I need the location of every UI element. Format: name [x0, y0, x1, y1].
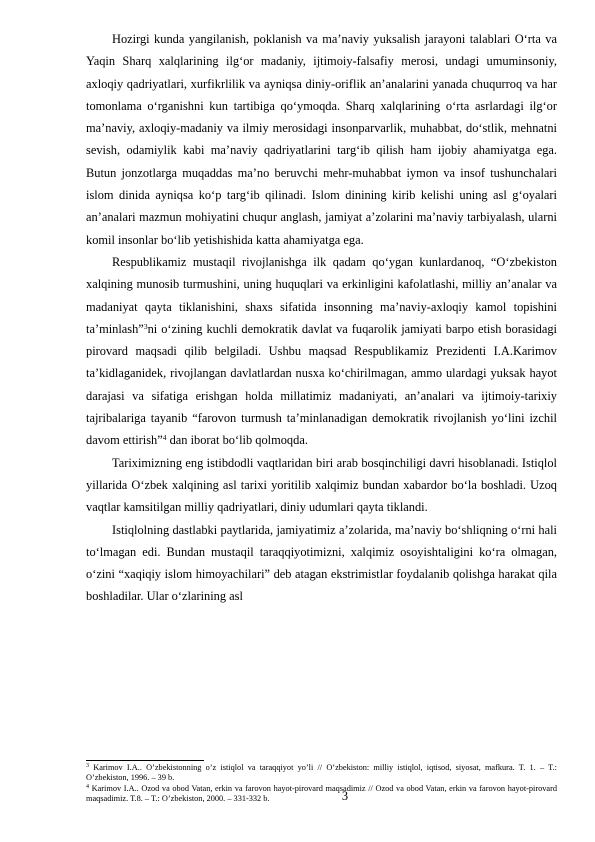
paragraph-3: Tariximizning eng istibdodli vaqtlaridan biri arab bosqinchiligi davri hisoblanadi. Istiqlol yillarida O‘zbek xalqining asl tarixi yoritilib xalqimiz bundan xabardor bo‘la boshladi. Uzoq vaqtlar kamsitilgan milliy qadriyatlari, diniy udumlari qayta tiklandi.: [86, 455, 557, 515]
footnote-3-number: 3: [86, 763, 89, 769]
page-number: 3: [341, 789, 349, 803]
paragraph-1: Hozirgi kunda yangilanish, poklanish va ma’naviy yuksalish jarayoni talablari O‘rta va Yaqin Sharq xalqlarining ilg‘or madaniy, ijtimoiy-falsafiy merosi, undagi umuminsoniy, axloqiy qadriyatlari, xurfikrlilik va ayniqsa diniy-oriflik an’analarini yanada chuqurroq va har tomonlama o‘rganishni kun tartibiga qo‘ymoqda. Sharq xalqlarining o‘rta asrlardagi ilg‘or ma’naviy, axloqiy-madaniy va ilmiy merosidagi insonparvarlik, muhabbat, do‘stlik, mehnatni sevish, odamiylik kabi ma’naviy qadriyatlarini targ‘ib qilish ham ijobiy ahamiyatga ega. Butun jonzotlarga muqaddas ma’no beruvchi mehr-muhabbat iymon va insof tushunchalari islom dinida ayniqsa ko‘p targ‘ib qilinadi. Islom dinining kirib kelishi uning asl g‘oyalari an’analari mazmun mohiyatini chuqur anglash, jamiyat a’zolarini ma’naviy tarbiyalash, ularni komil insonlar bo‘lib yetishishida katta ahamiyatga ega.: [86, 32, 557, 247]
paragraph-2-text-end: dan iborat bo‘lib qolmoqda.: [166, 433, 308, 448]
footnote-ref-3[interactable]: 3: [143, 321, 148, 331]
footnote-3: [86, 763, 557, 784]
footnote-3-text: Karimov I.A.. O’zbekistonning o’z istiqlol va taraqqiyot yo’li // O’zbekiston: milliy istiqlol, iqtisod, siyosat, mafkura. T. 1. – T.: O’zbekiston, 1996. – 39 b.: [86, 763, 557, 783]
footnote-separator: [86, 760, 204, 761]
footnote-4-text: Karimov I.A.. Ozod va obod Vatan, erkin va farovon hayot-pirovard maqsadimiz // Ozod va obod Vatan, erkin va farovon hayot-pirovard maqsadimiz. T.8. – T.: O’zbekiston, 2000. – 331-332 b.: [86, 783, 557, 804]
paragraph-2-text-middle: ni o‘zining kuchli demokratik davlat va fuqarolik jamiyati barpo etish borasidagi pirovard maqsadi qilib belgiladi. Ushbu maqsad Respublikamiz Prezidenti I.A.Karimov ta’kidlaganidek, rivojlangan davlatlardan nusxa ko‘chirilmagan, ammo ulardagi yuksak hayot darajasi va sifatiga erishgan holda millatimiz madaniyati, an’analari va ijtimoiy-tarixiy tajribalariga tayanib “farovon turmush ta’minlanadigan demokratik rivojlanish yo‘lini izchil davom ettirish”: [86, 321, 557, 448]
paragraph-4: Istiqlolning dastlabki paytlarida, jamiyatimiz a’zolarida, ma’naviy bo‘shliqning o‘rni hali to‘lmagan edi. Bundan mustaqil taraqqiyotimizni, xalqimiz osoyishtaligini ko‘ra olmagan, o‘zini “xaqiqiy islom himoyachilari” deb atagan ekstrimistlar foydalanib qolishga harakat qila boshladilar. Ular o‘zlarining asl: [86, 522, 557, 604]
footnote-4-number: 4: [86, 783, 89, 790]
main-text: [86, 28, 557, 608]
paragraph-2: [86, 251, 557, 452]
paragraph-2-text-start: Respublikamiz mustaqil rivojlanishga ilk qadam qo‘ygan kunlardanoq, “O‘zbekiston xalqining munosib turmushini, uning huquqlari va erkinligini kafolatlashi, milliy an’analar va madaniyat qayta tiklanishini, shaxs sifatida insonning ma’naviy-axloqiy kamol topishini ta’minlash”: [86, 254, 557, 336]
footnote-ref-4[interactable]: 4: [162, 433, 167, 443]
